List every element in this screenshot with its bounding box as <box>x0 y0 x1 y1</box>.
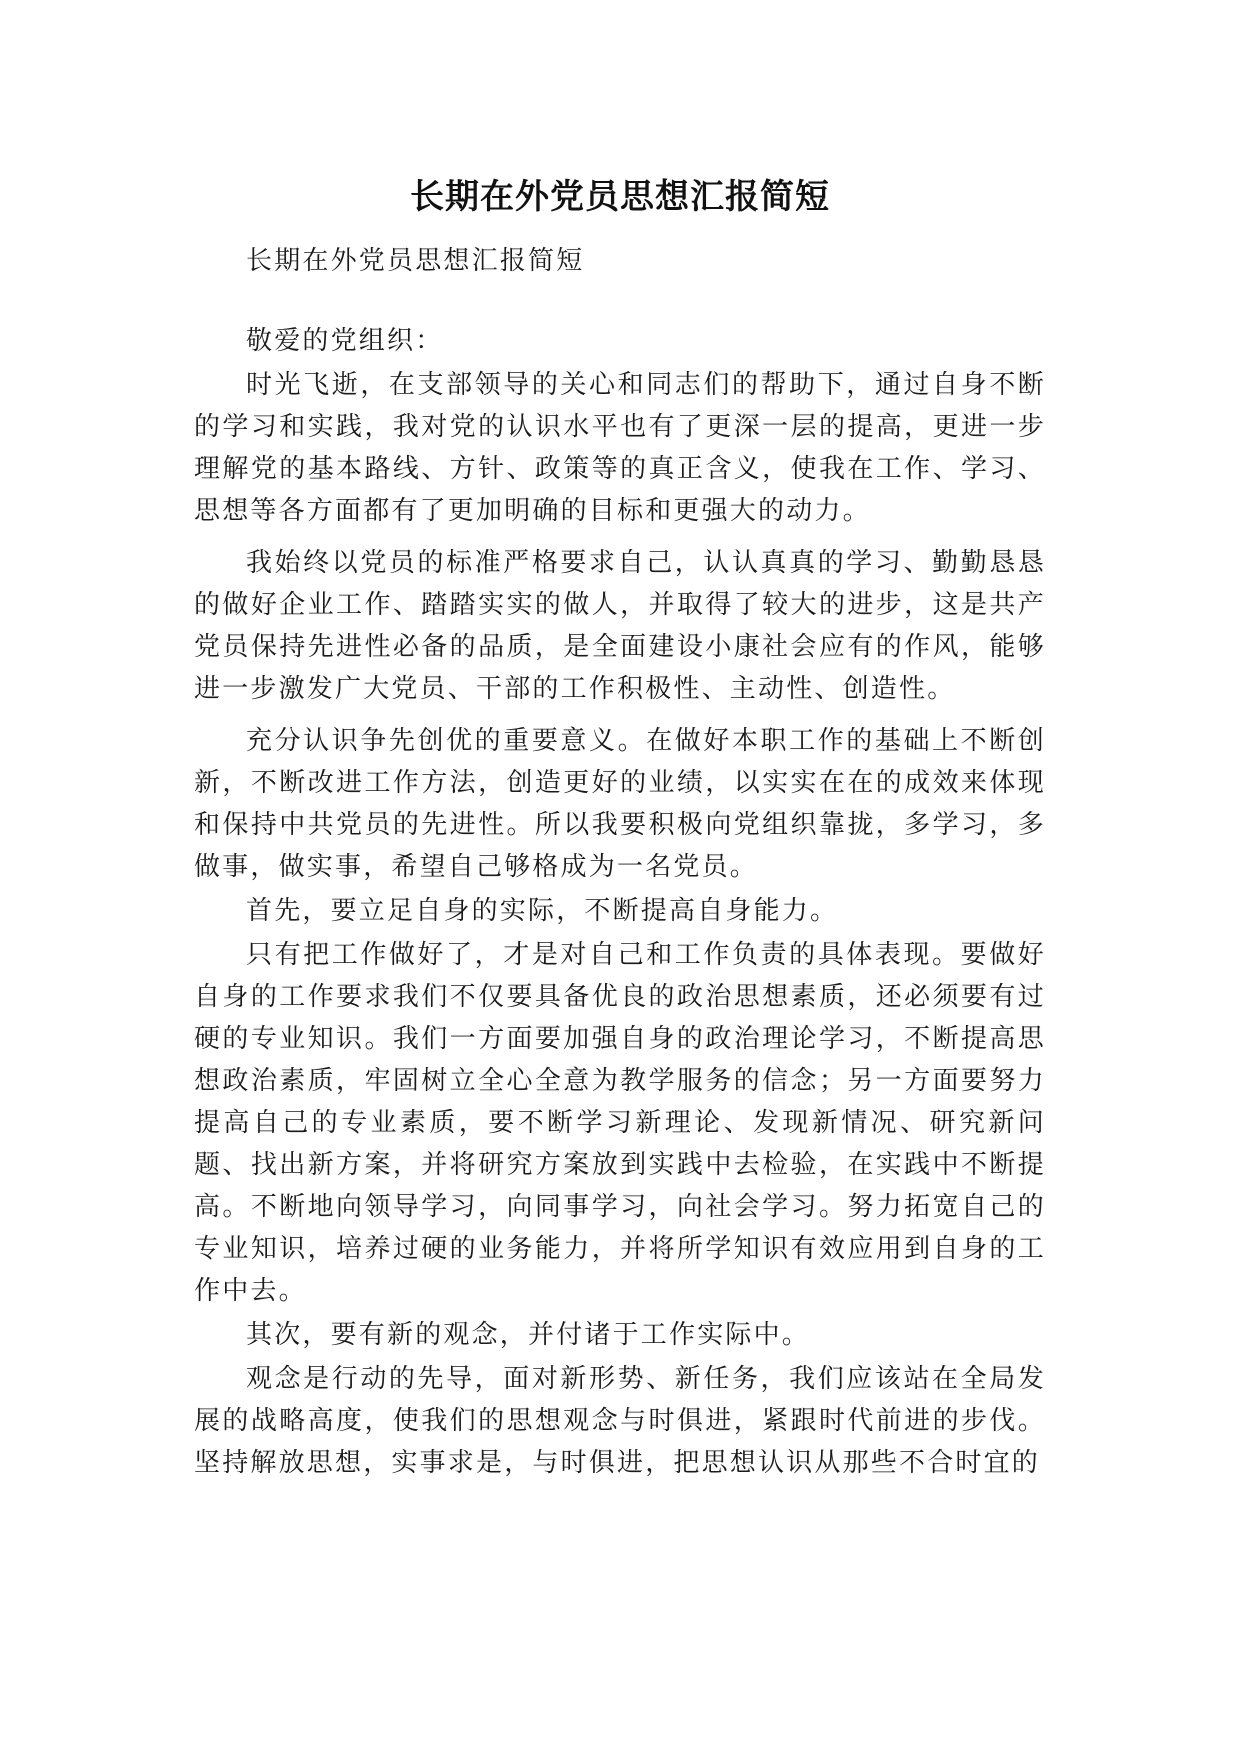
paragraph: 只有把工作做好了，才是对自己和工作负责的具体表现。要做好自身的工作要求我们不仅要具备优良的政治思想素质，还必须要有过硬的专业知识。我们一方面要加强自身的政治理论学习，不断提高思想政治素质，牢固树立全心全意为教学服务的信念；另一方面要努力提高自己的专业素质，要不断学习新理论、发现新情况、研究新问题、找出新方案，并将研究方案放到实践中去检验，在实践中不断提高。不断地向领导学习，向同事学习，向社会学习。努力拓宽自己的专业知识，培养过硬的业务能力，并将所学知识有效应用到自身的工作中去。 <box>194 940 1046 1306</box>
paragraph: 观念是行动的先导，面对新形势、新任务，我们应该站在全局发展的战略高度，使我们的思想观念与时俱进，紧跟时代前进的步伐。坚持解放思想，实事求是，与时俱进，把思想认识从那些不合时宜的 <box>194 1364 1046 1478</box>
paragraph: 充分认识争先创优的重要意义。在做好本职工作的基础上不断创新，不断改进工作方法，创造更好的业绩，以实实在在的成效来体现和保持中共党员的先进性。所以我要积极向党组织靠拢，多学习，多做事，做实事，希望自己够格成为一名党员。 <box>194 726 1046 882</box>
document-title: 长期在外党员思想汇报简短 <box>410 176 830 217</box>
salutation: 敬爱的党组织： <box>246 326 444 356</box>
paragraph: 其次，要有新的观念，并付诸于工作实际中。 <box>246 1320 811 1350</box>
document-body <box>194 240 1046 1486</box>
paragraph: 时光飞逝，在支部领导的关心和同志们的帮助下，通过自身不断的学习和实践，我对党的认识水平也有了更深一层的提高，更进一步理解党的基本路线、方针、政策等的真正含义，使我在工作、学习、思想等各方面都有了更加明确的目标和更强大的动力。 <box>194 370 1046 526</box>
document-subtitle: 长期在外党员思想汇报简短 <box>246 246 585 276</box>
paragraph: 首先，要立足自身的实际，不断提高自身能力。 <box>246 896 839 926</box>
paragraph: 我始终以党员的标准严格要求自己，认认真真的学习、勤勤恳恳的做好企业工作、踏踏实实的做人，并取得了较大的进步，这是共产党员保持先进性必备的品质，是全面建设小康社会应有的作风，能够进一步激发广大党员、干部的工作积极性、主动性、创造性。 <box>194 548 1046 704</box>
